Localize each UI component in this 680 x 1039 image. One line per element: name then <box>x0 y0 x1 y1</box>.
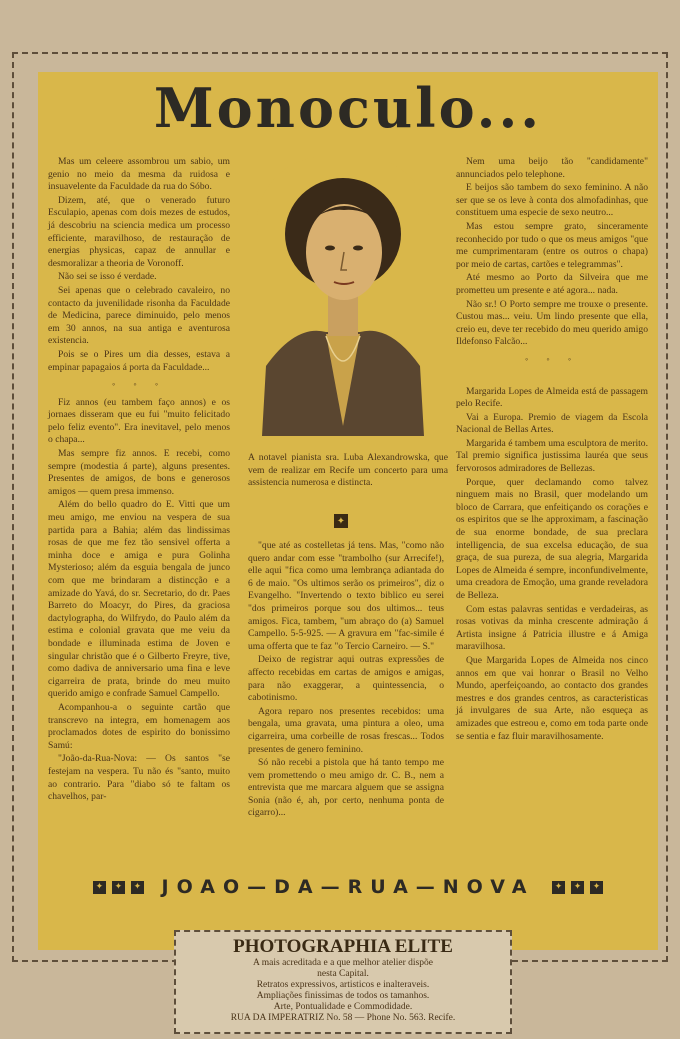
paragraph: Dizem, até, que o venerado futuro Esculapio, apenas com dois mezes de estudos, já descobriu na sciencia medica um processo efficiente, maravilhoso, de restauração de energias physicas, capaz de annullar e desmoralizar a theoria de Voronoff. <box>48 194 230 269</box>
paragraph: Com estas palavras sentidas e verdadeiras, as rosas votivas da minha crescente admiração á Artista insigne á Patricia illustre e á Amiga maravilhosa. <box>456 603 648 653</box>
square-ornament-icon: ✦ <box>131 881 144 894</box>
paragraph: "João-da-Rua-Nova: — Os santos "se festejam na vespera. Tu não és "santo, muito ao contrario. Para "diabo só te faltam os chavelhos, par- <box>48 753 230 803</box>
byline-text: JOAO—DA—RUA—NOVA <box>161 876 535 898</box>
paragraph: "que até as costelletas já tens. Mas, "como não quero andar com esse "trambolho (sur Arrecife!), elle aqui "fica como uma lembrança adiantada do 6 de maio. "Os ultimos serão os primeiros", diz o Evangelho. "Invertendo o texto biblico eu serei "dos primeiros porque sou dos ultimos... teus amigos. Fica, tambem, "um abraço do (a) Samuel Campello. 5-5-925. — A gravura em "fac-simile é uma offerta que te faz "o Tercio Carneiro. — S." <box>248 540 444 652</box>
ad-title: PHOTOGRAPHIA ELITE <box>233 936 453 957</box>
paragraph: Sei apenas que o celebrado cavaleiro, no contacto da juvenilidade risonha da Faculdade de Medicina, parece diminuido, pelo menos em 30 annos, na sua antiga e aventurosa existencia. <box>48 284 230 347</box>
paragraph: Nem uma beijo tão "candidamente" annunciados pelo telephone. <box>456 156 648 180</box>
ad-line: Ampliações finissimas de todos os tamanhos. <box>256 991 430 1001</box>
ad-line: RUA DA IMPERATRIZ No. 58 — Phone No. 563. Recife. <box>230 1013 456 1023</box>
paragraph: Só não recebi a pistola que há tanto tempo me vem promettendo o meu amigo dr. C. B., nem a entrevista que me marcara alguem que se assigna Sonia (não é, ah, por certo, nenhuma ponta de cigarro)... <box>248 757 444 819</box>
square-ornament-icon: ✦ <box>112 881 125 894</box>
square-ornament-icon: ✦ <box>552 881 565 894</box>
left-column <box>48 156 230 805</box>
paragraph: Mas sempre fiz annos. E recebi, como sempre (modestia á parte), alguns presentes. Presentes de amigos, de bons e generosos amigos — quem presa immenso. <box>48 448 230 497</box>
paragraph: Que Margarida Lopes de Almeida nos cinco annos em que vai honrar o Brasil no Velho Mundo, aperfeiçoando, ao contacto dos grandes mestres e dos grandes centros, as caracteristicas já invulgares de sua Arte, não esqueça as amizades que estreou e, como em toda parte onde se sentia e faz fluir maravilhosamente. <box>456 654 648 742</box>
ad-line: Arte, Pontualidade e Commodidade. <box>273 1002 413 1012</box>
ad-line: A mais acreditada e a que melhor atelier dispõe <box>253 958 433 968</box>
ad-line: Retratos expressivos, artisticos e inalteraveis. <box>256 980 430 990</box>
paragraph: Não sr.! O Porto sempre me trouxe o presente. Custou mas... veiu. Um lindo presente que ella, creio eu, deve ter recebido do meu querido amigo Ildefonso Falcão... <box>456 298 648 348</box>
article-title: Monoculo... <box>153 76 543 140</box>
paragraph: Fiz annos (eu tambem faço annos) e os jornaes disseram que eu fui "muito felicitado pelo feliz evento". Era inevitavel, pelo menos o chapa... <box>48 396 230 446</box>
right-column <box>456 156 648 744</box>
ornament-dots: ◦ ◦ ◦ <box>111 379 167 390</box>
paragraph: Mas estou sempre grato, sinceramente reconhecido por tudo o que os meus amigos "que me cumprimentaram (entre os outros o chapa) por meio de cartas, cartões e telegrammas". <box>456 220 648 270</box>
square-ornament-icon: ✦ <box>93 881 106 894</box>
paragraph: Vai a Europa. Premio de viagem da Escola Nacional de Bellas Artes. <box>456 411 648 436</box>
star-ornament-icon: ✦ <box>334 514 348 528</box>
square-ornament-icon: ✦ <box>590 881 603 894</box>
photo-caption: A notavel pianista sra. Luba Alexandrowska, que vem de realizar em Recife um concerto para uma assistencia numerosa e distincta. <box>248 452 448 489</box>
paragraph: Agora reparo nos presentes recebidos: uma bengala, uma gravata, uma pintura a oleo, uma cigarreira, uma corbeille de rosas frescas... Todos presentes de genero feminino. <box>248 705 444 755</box>
paragraph: Porque, quer declamando como talvez ninguem mais no Brasil, quer modelando um bloco de Carrara, que enfeitiçando os corações e os espiritos que se lhe approximam, a fascinação de sua enorme bondade, de sua preclara intelligencia, de sua excelsa educação, de sua graça, de sua pureza, de sua alegria, Margarida Lopes de Almeida é sempre, inconfundivelmente, uma creadora de Emoção, uma grande reveladora de Belleza. <box>456 476 648 601</box>
paragraph: Mas um celeere assombrou um sabio, um genio no meio da mesma da ruidosa e insuavelente da Faculdade da rua do Sóbo. <box>48 156 230 193</box>
advertisement-box <box>174 930 512 1034</box>
paragraph: Margarida é tambem uma esculptora de merito. Tal premio significa justissima lauréa que seus fervorosos admiradores de Bellezas. <box>456 437 648 475</box>
paragraph: Deixo de registrar aqui outras expressões de affecto recebidas em cartas de amigos e amigas, para não exaggerar, a quintessencia, o cabotinismo. <box>248 654 444 704</box>
paragraph: Até mesmo ao Porto da Silveira que me prometteu um presente e até agora... nada. <box>456 272 648 296</box>
paragraph: Margarida Lopes de Almeida está de passagem pelo Recife. <box>456 385 648 410</box>
paragraph: Não sei se isso é verdade. <box>58 271 157 283</box>
paragraph: Além do bello quadro do E. Vitti que um meu amigo, me enviou na vespera de sua partida para a Bahia; além das lindissimas rosas de que me fez tão sensivel offerta a minha doce e amiga e pura Golinha Mysterioso; além da esguia bengala de junco com que me brindaram a distincção e a amizade do Yavá, do sr. Secretario, do dr. Paes Barreto do Moacyr, do Pires, da graciosa dactylographa, do Wilfrydo, do Paulo além da estima e colonial gravata que me veiu da bondade e illuminada estima de Joven e singular christão que é o Gilberto Freyre, tive, como dadiva de anniversario uma fina e leve cigarreira de prata, brinde do meu muito querido amigo e confrade Samuel Campello. <box>48 499 230 700</box>
paragraph: E beijos são tambem do sexo feminino. A não ser que se os leve à conta dos almofadinhas, que constituem uma especie de sexo neutro... <box>456 182 648 219</box>
square-ornament-icon: ✦ <box>571 881 584 894</box>
ad-line: nesta Capital. <box>317 969 369 979</box>
portrait-photo <box>256 156 430 436</box>
author-byline <box>38 876 658 898</box>
paragraph: Pois se o Pires um dia desses, estava a empinar papagaios á porta da Faculdade... <box>48 348 230 373</box>
paragraph: Acompanhou-a o seguinte cartão que transcrevo na integra, em homenagem aos proclamados dotes de espirito do bonissimo Samú: <box>48 701 230 751</box>
middle-column <box>248 540 444 821</box>
ornament-dots: ◦ ◦ ◦ <box>524 353 580 364</box>
